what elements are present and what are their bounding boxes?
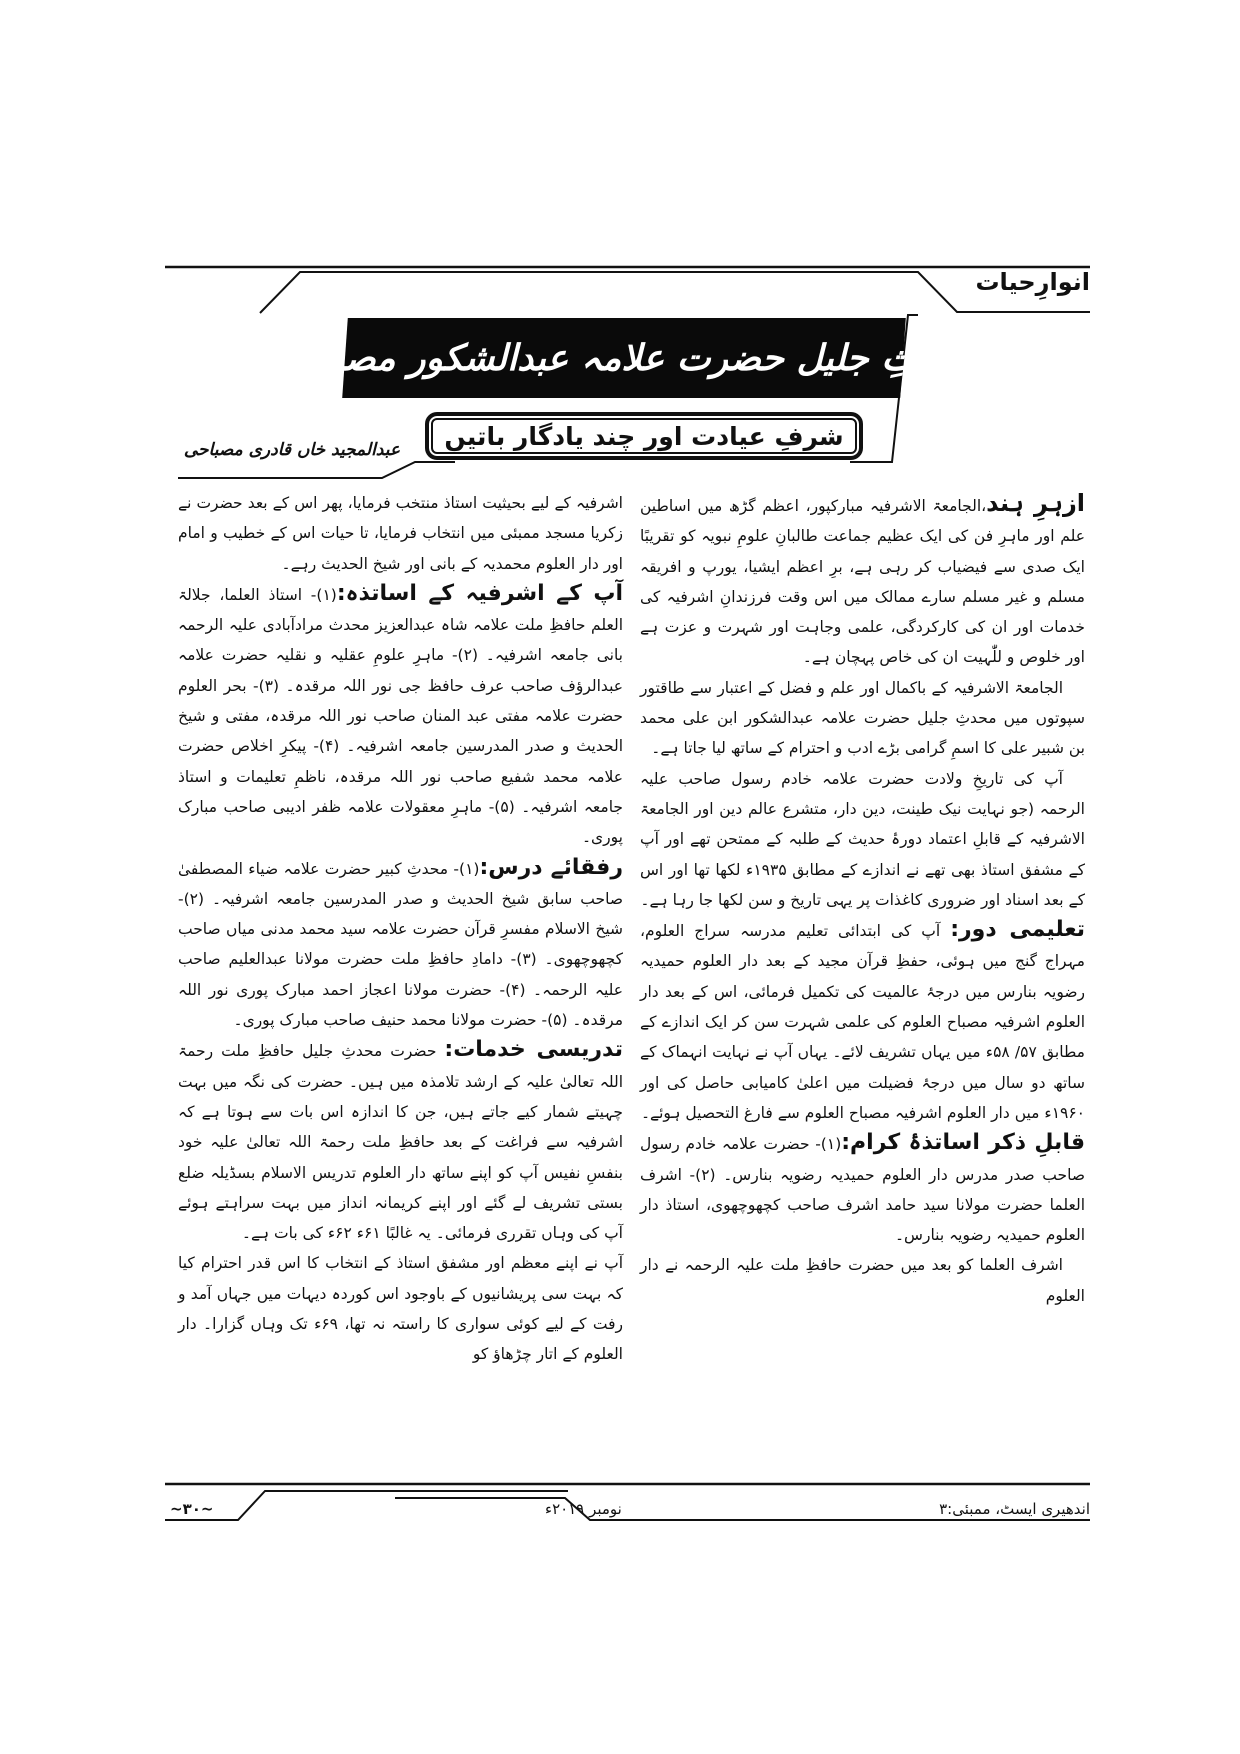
paragraph-text: ،الجامعۃ الاشرفیہ مبارکپور، اعظم گڑھ میں اساطین علم اور ماہرِ فن کی ایک عظیم جماعت طالبانِ علومِ نبویہ کو تقریبًا ایک صدی سے فیضیاب کر رہی ہے، برِ اعظم ایشیا، یورپ و افریقہ مسلم و غیر مسلم سارے ممالک میں اس وقت فرزندانِ اشرفیہ کی خدمات اور ان کی کارکردگی، علمی وجاہت اور شہرت و عزت ہے اور خلوص و للّٰہیت ان کی خاص پہچان ہے۔ — [640, 497, 1085, 667]
paragraph — [178, 579, 623, 853]
paragraph-text: آپ کی ابتدائی تعلیم مدرسہ سراج العلوم، مہراج گنج میں ہوئی، حفظِ قرآن مجید کے بعد دار العلوم حمیدیہ رضویہ بنارس میں درجۂ عالمیت کی تکمیل فرمائی، اس کے بعد دار العلوم اشرفیہ مصباح العلوم کی علمی شہرت سن کر ایک اندازے کے مطابق ۵۷/ ۵۸ء میں یہاں تشریف لائے۔ یہاں آپ نے نہایت انہماک کے ساتھ دو سال میں درجۂ فضیلت میں اعلیٰ کامیابی حاصل کی اور ۱۹۶۰ء میں دار العلوم اشرفیہ مصباح العلوم سے فارغ التحصیل ہوئے۔ — [640, 922, 1085, 1122]
author-underline — [178, 462, 455, 478]
footer-left-shape — [165, 1491, 568, 1520]
footer-address: اندھیری ایسٹ، ممبئی:۳ — [939, 1500, 1090, 1518]
paragraph — [178, 1035, 623, 1248]
article-column-left — [178, 488, 623, 1370]
paragraph-text: آپ کی تاریخِ ولادت حضرت علامہ خادم رسول صاحب علیہ الرحمہ (جو نہایت نیک طینت، دین دار، متشرع عالم دین اور الجامعۃ الاشرفیہ کے قابلِ اعتماد دورۂ حدیث کے طلبہ کے ممتحن تھے اور آپ کے مشفق استاذ بھی تھے نے اندازے کے مطابق ۱۹۳۵ء لکھا تھا اور اس کے بعد اسناد اور ضروری کاغذات پر یہی تاریخ و سن لکھا جا رہا ہے۔ — [640, 769, 1085, 909]
paragraph-lead: قابلِ ذکر اساتذۂ کرام: — [841, 1130, 1085, 1156]
paragraph — [640, 915, 1085, 1128]
article-title: محدثِ جلیل حضرت علامہ عبدالشکور مصباحی — [271, 337, 977, 379]
author-name: عبدالمجید خاں قادری مصباحی — [183, 440, 400, 460]
paragraph-text: الجامعۃ الاشرفیہ کے باکمال اور علم و فضل کے اعتبار سے طاقتور سپوتوں میں محدثِ جلیل حضرت علامہ عبدالشکور ابن علی محمد بن شبیر علی کا اسمِ گرامی بڑے ادب و احترام کے ساتھ لیا جاتا ہے۔ — [640, 678, 1085, 758]
paragraph — [178, 1248, 623, 1369]
paragraph-lead: تعلیمی دور: — [950, 917, 1085, 943]
paragraph — [640, 1128, 1085, 1250]
paragraph — [640, 764, 1085, 915]
section-name: انوارِحیات — [975, 268, 1090, 296]
paragraph — [640, 1250, 1085, 1311]
paragraph-lead: رفقائے درس: — [479, 854, 623, 880]
footer-date: نومبر ۲۰۱۹ء — [545, 1500, 622, 1518]
article-title-banner — [271, 318, 977, 398]
paragraph-text: حضرت محدثِ جلیل حافظِ ملت رحمۃ اللہ تعالیٰ علیہ کے ارشد تلامذہ میں ہیں۔ حضرت کی نگہ میں بہت چہیتے شمار کیے جاتے ہیں، جن کا اندازہ اس بات سے ہوتا ہے کہ اشرفیہ سے فراغت کے بعد حافظِ ملت رحمۃ اللہ تعالیٰ علیہ خود بنفسِ نفیس آپ کو اپنے ساتھ دار العلوم تدریس الاسلام بسڈیلہ ضلع بستی تشریف لے گئے اور اپنے کریمانہ انداز میں بہت سراہتے ہوئے آپ کی وہاں تقرری فرمائی۔ یہ غالبًا ۶۱ء ۶۲ء کی بات ہے۔ — [178, 1042, 623, 1243]
paragraph-text: آپ نے اپنے معظم اور مشفق استاذ کے انتخاب کا اس قدر احترام کیا کہ بہت سی پریشانیوں کے باوجود اس کوردہ دیہات میں جہاں آمد و رفت کے لیے کوئی سواری کا راستہ نہ تھا، ۶۹ء تک وہاں گزارا۔ دار العلوم کے اتار چڑھاؤ کو — [178, 1254, 623, 1364]
article-subtitle: شرفِ عیادت اور چند یادگار باتیں — [444, 421, 844, 451]
paragraph — [178, 853, 623, 1036]
paragraph-text: اشرف العلما کو بعد میں حضرت حافظِ ملت علیہ الرحمہ نے دار العلوم — [640, 1256, 1085, 1305]
paragraph-lead: آپ کے اشرفیہ کے اساتذہ: — [336, 580, 623, 606]
paragraph-lead: تدریسی خدمات: — [444, 1037, 623, 1063]
paragraph-text: (۱)- حضرت علامہ خادم رسول صاحب صدر مدرس دار العلوم حمیدیہ رضویہ بنارس۔ (۲)- اشرف العلما حضرت مولانا سید حامد اشرف صاحب کچھوچھوی، استاذ دار العلوم حمیدیہ رضویہ بنارس۔ — [640, 1135, 1085, 1245]
page-number: ~۳۰~ — [170, 1500, 214, 1518]
paragraph-text: (۱)- محدثِ کبیر حضرت علامہ ضیاء المصطفیٰ صاحب سابق شیخ الحدیث و صدر المدرسین جامعہ اشرفیہ۔ (۲)- شیخ الاسلام مفسرِ قرآن حضرت علامہ سید محمد مدنی میاں صاحب کچھوچھوی۔ (۳)- دامادِ حافظِ ملت حضرت مولانا عبدالعلیم صاحب علیہ الرحمہ۔ (۴)- حضرت مولانا اعجاز احمد مبارک پوری نور اللہ مرقدہ۔ (۵)- حضرت مولانا محمد حنیف صاحب مبارک پوری۔ — [178, 859, 624, 1030]
paragraph — [640, 488, 1085, 673]
paragraph — [640, 673, 1085, 764]
paragraph-text: اشرفیہ کے لیے بحیثیت استاذ منتخب فرمایا، پھر اس کے بعد حضرت نے زکریا مسجد ممبئی میں انتخاب فرمایا، تا حیات اس کے خطیب و امام اور دار العلوم محمدیہ کے بانی اور شیخ الحدیث رہے۔ — [178, 494, 623, 573]
paragraph — [178, 488, 623, 579]
article-column-right — [640, 488, 1085, 1311]
paragraph-lead: ازہرِ ہند — [986, 489, 1085, 517]
paragraph-text: (۱)- استاذ العلما، جلالۃ العلم حافظِ ملت علامہ شاہ عبدالعزیز محدث مرادآبادی علیہ الرحمہ بانی جامعہ اشرفیہ۔ (۲)- ماہرِ علومِ عقلیہ و نقلیہ حضرت علامہ عبدالرؤف صاحب عرف حافظ جی نور اللہ مرقدہ۔ (۳)- بحر العلوم حضرت علامہ مفتی عبد المنان صاحب نور اللہ مرقدہ، مفتی و شیخ الحدیث و صدر المدرسین جامعہ اشرفیہ۔ (۴)- پیکرِ اخلاص حضرت علامہ محمد شفیع صاحب نور اللہ مرقدہ، ناظمِ تعلیمات و استاذ جامعہ اشرفیہ۔ (۵)- ماہرِ معقولات علامہ ظفر ادیبی صاحب مبارک پوری۔ — [178, 585, 624, 847]
article-subtitle-box — [425, 412, 863, 460]
